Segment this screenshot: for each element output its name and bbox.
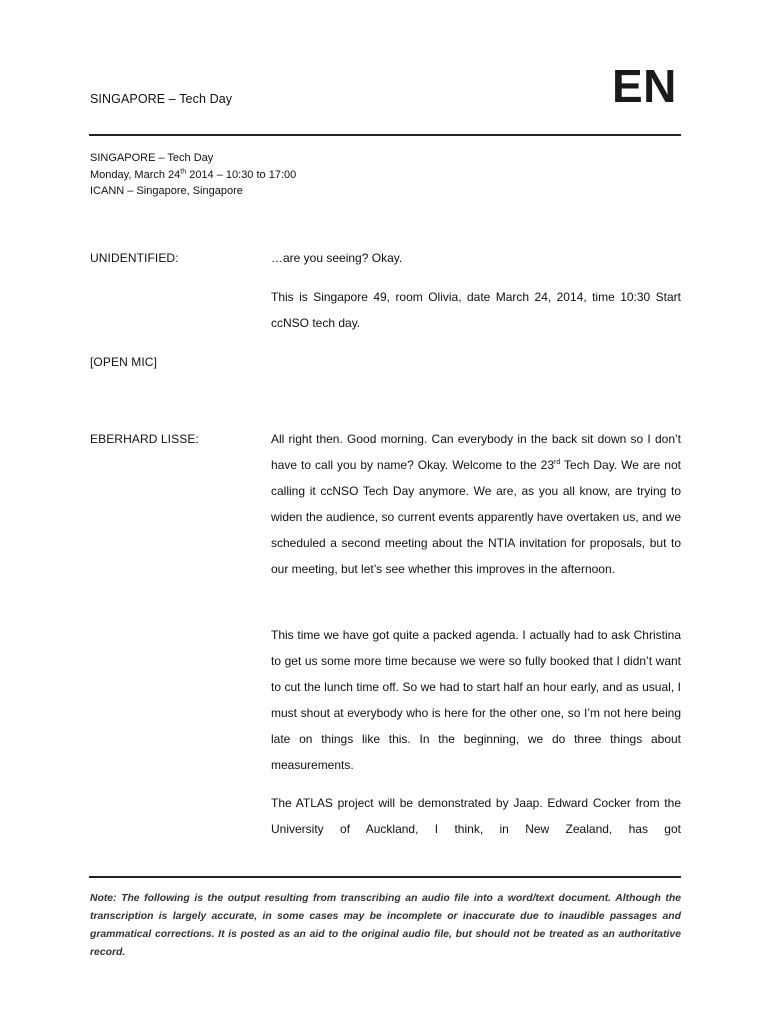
speaker-label: [OPEN MIC] (90, 355, 158, 369)
transcript-paragraph: All right then. Good morning. Can everybody in the back sit down so I don’t have to call you by name? Okay. Welcome to the 23rd Tech Day. We are not calling it ccNSO Tech Day anymore. We are, as you all know, are trying to widen the audience, so current events apparently have overtaken us, and we scheduled a second meeting about the NTIA invitation for proposals, but to our meeting, but let’s see whether this improves in the afternoon. (271, 432, 681, 576)
header-divider (89, 134, 681, 136)
speaker-label: UNIDENTIFIED: (90, 251, 179, 265)
transcript-paragraph: The ATLAS project will be demonstrated by Jaap. Edward Cocker from the University of Auckland, I think, in New Zealand, has got (271, 796, 681, 836)
speaker-label: EBERHARD LISSE: (90, 432, 199, 446)
transcript-paragraph: This is Singapore 49, room Olivia, date March 24, 2014, time 10:30 Start ccNSO tech day. (271, 290, 681, 330)
session-info (90, 150, 490, 200)
footer-divider (89, 876, 681, 878)
transcript-paragraph: …are you seeing? Okay. (271, 251, 403, 265)
event-name: SINGAPORE – Tech Day (90, 152, 214, 164)
event-date: Monday, March 24th 2014 – 10:30 to 17:00 (90, 167, 297, 181)
transcript-paragraph: This time we have got quite a packed agenda. I actually had to ask Christina to get us some more time because we were so fully booked that I didn’t want to cut the lunch time off. So we had to start half an hour early, and as usual, I must shout at everybody who is here for the other one, so I’m not here being late on things like this. In the beginning, we do three things about measurements. (271, 628, 681, 772)
language-code: EN (612, 60, 677, 112)
header-title: SINGAPORE – Tech Day (90, 92, 233, 106)
transcription-disclaimer: Note: The following is the output resulting from transcribing an audio file into a word/text document. Although the transcription is largely accurate, in some cases may be incomplete or inaccurate due to inaudible passages and grammatical corrections. It is posted as an aid to the original audio file, but should not be treated as an authoritative record. (90, 893, 681, 958)
event-location: ICANN – Singapore, Singapore (90, 185, 243, 197)
